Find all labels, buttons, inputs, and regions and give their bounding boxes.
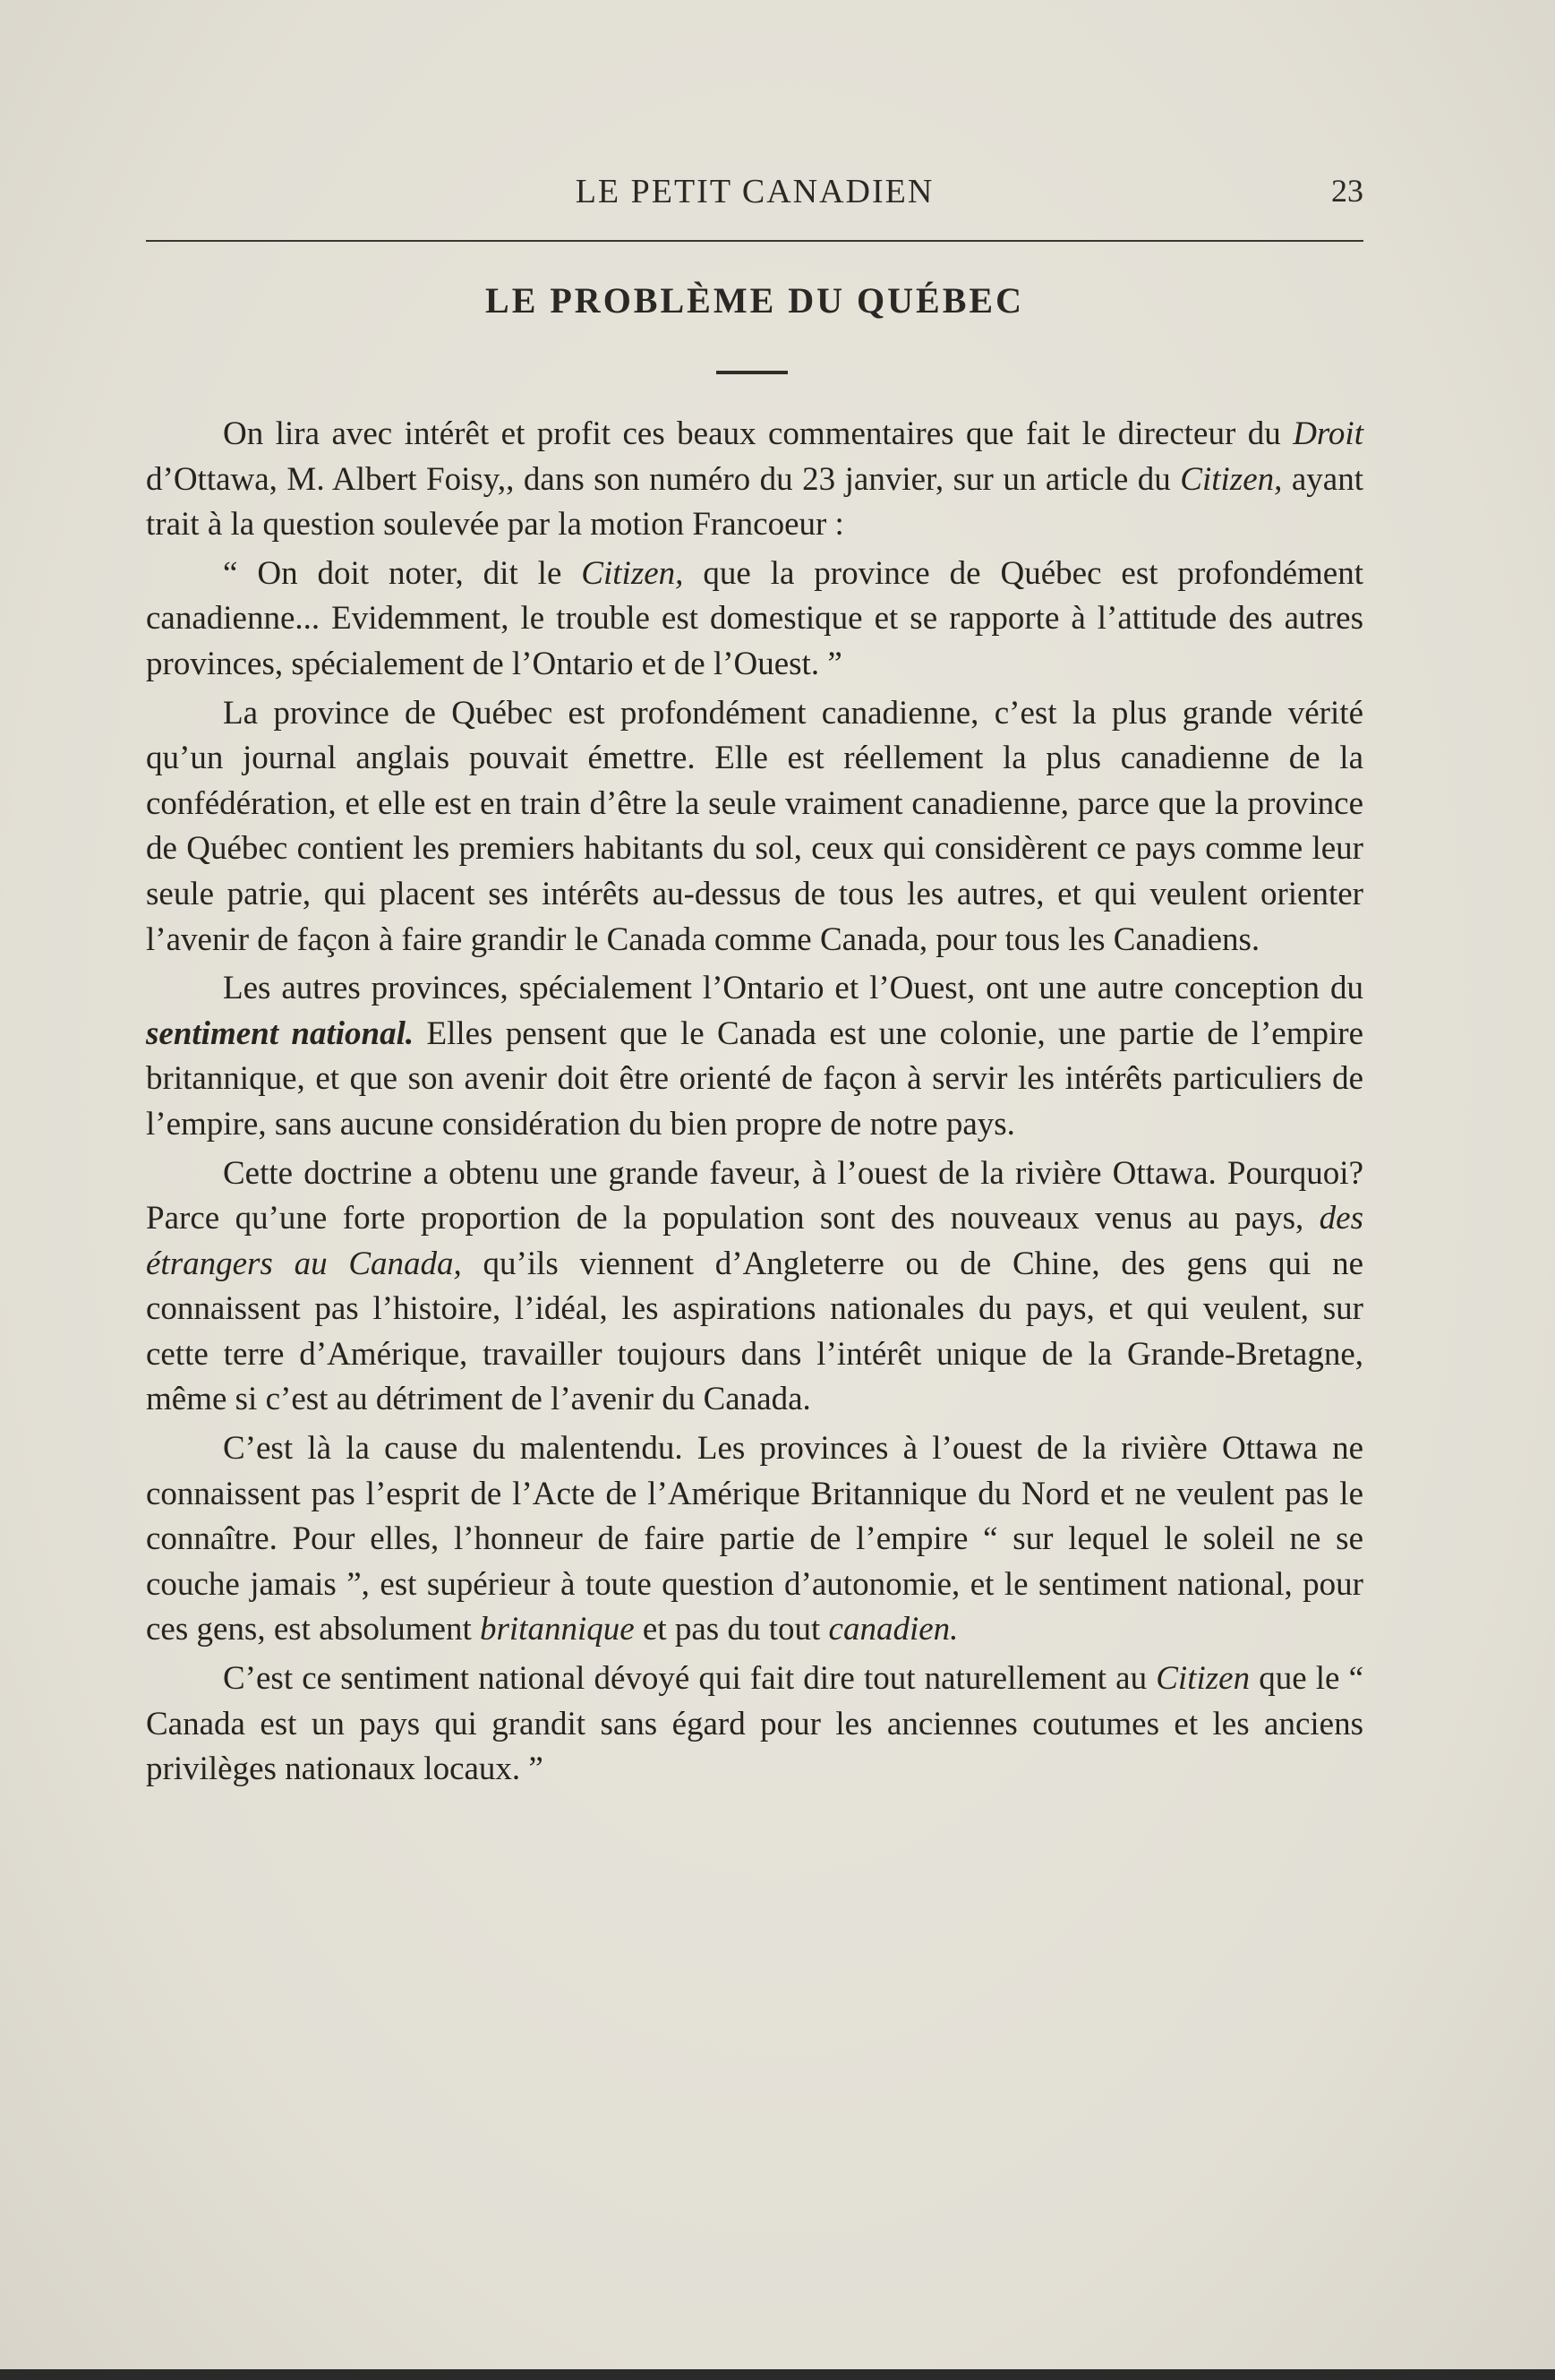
text-run: d’Ottawa, M. Albert Foisy,, dans son numéro du 23 janvier, sur un article du: [146, 460, 1181, 498]
text-run: Cette doctrine a obtenu une grande faveur, à l’ouest de la rivière Ottawa. Pourquoi? Parce qu’une forte proportion de la population sont des nouveaux venus au pays,: [146, 1154, 1363, 1237]
italic-text: sentiment national.: [146, 1014, 414, 1052]
paragraph-4: [146, 966, 1363, 1147]
text-run: C’est là la cause du malentendu. Les provinces à l’ouest de la rivière Ottawa ne connaissent pas l’esprit de l’Acte de l’Amérique Britannique du Nord et ne veulent pas le connaître. Pour elles, l’honneur de faire partie de l’empire “ sur lequel le soleil ne se couche jamais ”, est supérieur à toute question d’autonomie, et le sentiment national, pour ces gens, est absolument: [146, 1430, 1363, 1648]
italic-text: Citizen: [1156, 1660, 1251, 1698]
paragraph-7: [146, 1657, 1363, 1793]
text-run: Elles pensent que le Canada est une colonie, une partie de l’empire britannique, et que son avenir doit être orienté de façon à servir les intérêts particuliers de l’empire, sans aucune considération du bien propre de notre pays.: [146, 1014, 1364, 1143]
text-run: La province de Québec est profondément canadienne, c’est la plus grande vérité qu’un journal anglais pouvait émettre. Elle est réellement la plus canadienne de la confédération, et elle est en train d’être la seule vraiment canadienne, parce que la province de Québec contient les premiers habitants du sol, ceux qui considèrent ce pays comme leur seule patrie, qui placent ses intérêts au-dessus de tous les autres, et qui veulent orienter l’avenir de façon à faire grandir le Canada comme Canada, pour tous les Canadiens.: [146, 694, 1363, 958]
paragraph-5: [146, 1151, 1363, 1424]
text-run: que le “ Canada est un pays qui grandit sans égard pour les anciennes coutumes et les anciens privilèges nationaux locaux. ”: [146, 1660, 1364, 1788]
italic-text: Droit: [1293, 415, 1363, 452]
page-bottom-edge: [0, 2369, 1555, 2380]
text-run: C’est ce sentiment national dévoyé qui fait dire tout naturellement au: [223, 1660, 1157, 1698]
title-rule: [716, 371, 788, 374]
text-run: qu’ils viennent d’Angleterre ou de Chine, des gens qui ne connaissent pas l’histoire, l’idéal, les aspirations nationales du pays, et qui veulent, sur cette terre d’Amérique, travailler toujours dans l’intérêt unique de la Grande-Bretagne, même si c’est au détriment de l’avenir du Canada.: [146, 1245, 1364, 1418]
text-run: On lira avec intérêt et profit ces beaux commentaires que fait le directeur du: [223, 415, 1294, 452]
page-number: 23: [1331, 173, 1363, 209]
paragraph-6: [146, 1426, 1363, 1653]
paragraph-3: [146, 691, 1363, 963]
italic-text: des étrangers au Canada,: [146, 1200, 1363, 1282]
italic-text: canadien.: [828, 1611, 959, 1648]
text-run: “ On doit noter, dit le: [223, 554, 582, 592]
text-run: et pas du tout: [634, 1611, 829, 1648]
text-run: Les autres provinces, spécialement l’Ontario et l’Ouest, ont une autre conception du: [223, 970, 1363, 1007]
italic-text: Citizen,: [1180, 460, 1283, 498]
text-run: que la province de Québec est profondément canadienne... Evidemment, le trouble est domestique et se rapporte à l’attitude des autres provinces, spécialement de l’Ontario et de l’Ouest. ”: [146, 554, 1363, 682]
italic-text: britannique: [480, 1611, 635, 1648]
paragraph-2: [146, 552, 1363, 688]
article-title: LE PROBLÈME DU QUÉBEC: [485, 280, 1024, 321]
paragraph-1: [146, 412, 1363, 548]
header-rule: [146, 240, 1363, 242]
running-header: [146, 172, 1363, 222]
italic-text: Citizen,: [581, 554, 684, 592]
running-title: LE PETIT CANADIEN: [575, 173, 935, 210]
article-body: [146, 412, 1363, 1796]
text-run: ayant trait à la question soulevée par la motion Francoeur :: [146, 460, 1363, 544]
